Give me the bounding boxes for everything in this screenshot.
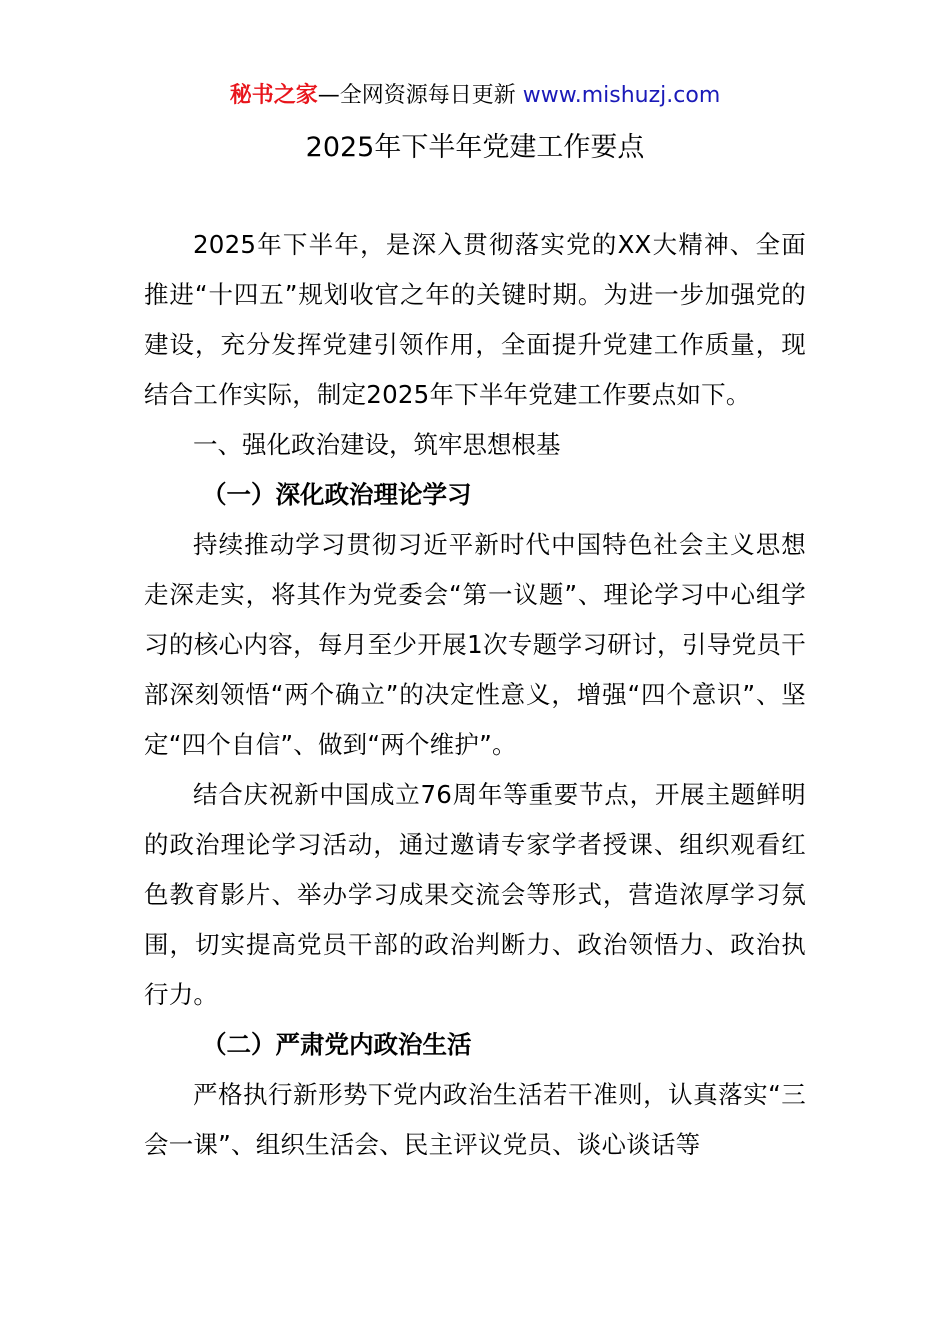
subsection-1-paragraph-2: 结合庆祝新中国成立76周年等重要节点，开展主题鲜明的政治理论学习活动，通过邀请专家学者授课、组织观看红色教育影片、举办学习成果交流会等形式，营造浓厚学习氛围，切实提高党员干部的政治判断力、政治领悟力、政治执行力。 (144, 780, 806, 1009)
site-url-link[interactable]: www.mishuzj.com (522, 83, 721, 108)
document-body (144, 220, 806, 1170)
site-header (0, 80, 950, 112)
subsection-2-paragraph-1: 严格执行新形势下党内政治生活若干准则，认真落实“三会一课”、组织生活会、民主评议党员、谈心谈话等 (144, 1080, 806, 1159)
site-brand: 秘书之家 (229, 83, 318, 108)
intro-paragraph: 2025年下半年，是深入贯彻落实党的XX大精神、全面推进“十四五”规划收官之年的关键时期。为进一步加强党的建设，充分发挥党建引领作用，全面提升党建工作质量，现结合工作实际，制定2025年下半年党建工作要点如下。 (144, 230, 806, 409)
site-tagline: —全网资源每日更新 (317, 83, 516, 108)
document-title: 2025年下半年党建工作要点 (305, 132, 645, 163)
subsection-heading-1: （一）深化政治理论学习 (202, 480, 472, 509)
section-heading-1: 一、强化政治建设，筑牢思想根基 (193, 430, 561, 459)
subsection-1-paragraph-1: 持续推动学习贯彻习近平新时代中国特色社会主义思想走深走实，将其作为党委会“第一议题”、理论学习中心组学习的核心内容，每月至少开展1次专题学习研讨，引导党员干部深刻领悟“两个确立”的决定性意义，增强“四个意识”、坚定“四个自信”、做到“两个维护”。 (144, 530, 806, 759)
subsection-heading-2: （二）严肃党内政治生活 (202, 1030, 472, 1059)
